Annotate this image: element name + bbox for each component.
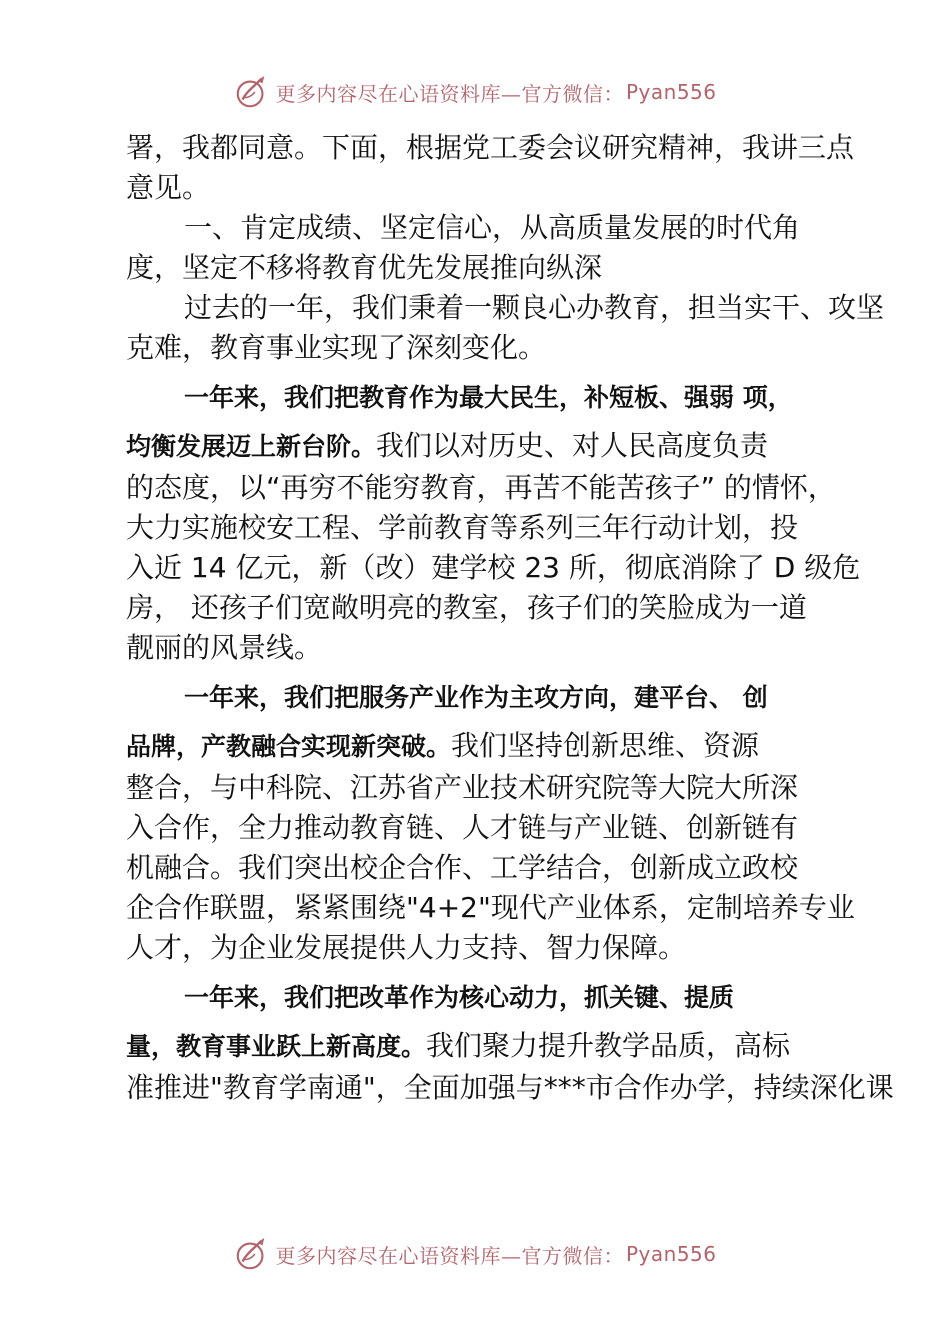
body-line: 入近 14 亿元，新（改）建学校 23 所，彻底消除了 D 级危 [126,551,861,584]
body-line: 克难，教育事业实现了深刻变化。 [126,331,547,364]
watermark-wechat-id: Pyan556 [625,1242,717,1266]
body-line: 的态度，以“再穷不能穷教育，再苦不能苦孩子” 的情怀， [126,471,836,504]
watermark-footer [0,1232,950,1276]
body-line: 过去的一年，我们秉着一颗良心办教育，担当实干、攻坚 [184,291,885,324]
body-line: 整合，与中科院、江苏省产业技术研究院等大院大所深 [126,771,799,804]
body-line: 入合作，全力推动教育链、人才链与产业链、创新链有 [126,811,799,844]
body-text: 我们坚持创新思维、资源 [451,729,760,762]
body-text: 我们以对历史、对人民高度负责 [376,429,769,462]
body-line: 靓丽的风景线。 [126,631,323,664]
body-line: 人才，为企业发展提供人力支持、智力保障。 [126,931,687,964]
body-line: 准推进"教育学南通"，全面加强与***市合作办学，持续深化课 [126,1071,894,1104]
bold-lead-line: 一年来，我们把教育作为最大民生，补短板、强弱 项， [184,383,793,412]
bold-lead-text: 品牌，产教融合实现新突破。 [126,732,452,761]
section-heading: 一、肯定成绩、坚定信心，从高质量发展的时代角 [184,211,801,244]
mixed-line [126,1024,866,1068]
section-heading: 度，坚定不移将教育优先发展推向纵深 [126,251,603,284]
bold-lead-text: 量，教育事业跃上新高度。 [126,1032,427,1061]
watermark-text: 更多内容尽在心语资料库—官方微信： [275,81,624,106]
watermark-header [0,70,950,114]
watermark-wechat-id: Pyan556 [625,80,717,104]
mixed-line [126,724,866,768]
body-line: 房， 还孩子们宽敞明亮的教室，孩子们的笑脸成为一道 [126,591,807,624]
document-body [126,128,894,1108]
paragraph-industry-service [126,672,866,724]
paragraph-reform [126,972,866,1024]
bold-lead-text: 均衡发展迈上新台阶。 [126,432,377,461]
body-line: 机融合。我们突出校企合作、工学结合，创新成立政校 [126,851,799,884]
body-line: 企合作联盟，紧紧围绕"4+2"现代产业体系，定制培养专业 [126,891,855,924]
body-line: 署，我都同意。下面，根据党工委会议研究精神，我讲三点 [126,131,855,164]
body-text: 我们聚力提升教学品质，高标 [426,1029,791,1062]
pen-logo-icon [233,73,271,111]
bold-lead-line: 一年来，我们把服务产业作为主攻方向，建平台、 创 [184,683,768,712]
body-line: 大力实施校安工程、学前教育等系列三年行动计划，投 [126,511,799,544]
paragraph-education-livelihood [126,372,866,424]
mixed-line [126,424,866,468]
watermark-text: 更多内容尽在心语资料库—官方微信： [275,1243,624,1268]
bold-lead-line: 一年来，我们把改革作为核心动力，抓关键、提质 [184,983,735,1012]
pen-logo-icon [233,1235,271,1273]
body-line: 意见。 [126,171,211,204]
